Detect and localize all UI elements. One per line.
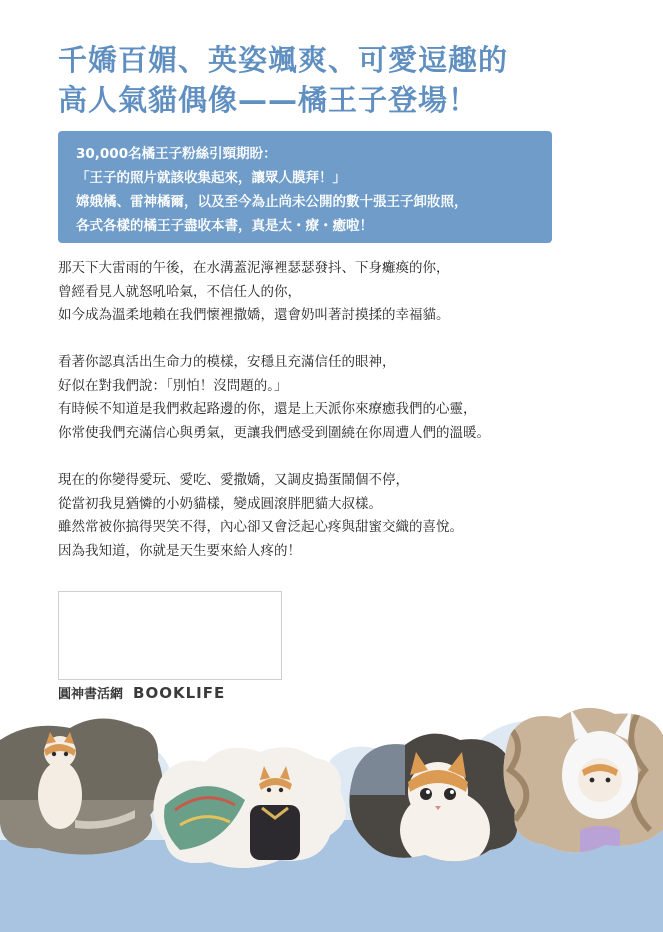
paragraph-3-line-4: 因為我知道，你就是天生要來給人疼的！ xyxy=(58,542,301,559)
paragraph-1-line-2: 曾經看見人就怒吼哈氣，不信任人的你， xyxy=(58,283,301,300)
paragraph-3-line-3: 雖然常被你搞得哭笑不得，內心卻又會泛起心疼與甜蜜交織的喜悅。 xyxy=(58,519,463,536)
paragraph-2-line-3: 有時候不知道是我們救起路邊的你，還是上天派你來療癒我們的心靈， xyxy=(58,401,477,418)
body-text xyxy=(58,257,638,587)
cat-photo-1 xyxy=(0,710,170,860)
headline xyxy=(58,40,618,120)
bottom-cat-photo-strip xyxy=(0,700,663,932)
paragraph-1-line-3: 如今成為溫柔地賴在我們懷裡撒嬌，還會奶叫著討摸揉的幸福貓。 xyxy=(58,307,450,324)
callout-line-3: 嫦娥橘、雷神橘爾，以及至今為止尚未公開的數十張王子卸妝照， xyxy=(76,194,468,210)
headline-line-2: 高人氣貓偶像——橘王子登場！ xyxy=(58,83,479,117)
publisher-name-en: BOOKLIFE xyxy=(133,683,226,702)
paragraph-2-line-4: 你常使我們充滿信心與勇氣，更讓我們感受到圍繞在你周遭人們的溫暖。 xyxy=(58,425,490,442)
paragraph-1 xyxy=(58,257,638,328)
paragraph-3 xyxy=(58,469,638,563)
callout-line-1: 30,000名橘王子粉絲引頸期盼： xyxy=(76,146,277,162)
publisher-name-cn: 圓神書活網 xyxy=(58,687,124,702)
paragraph-3-line-1: 現在的你變得愛玩、愛吃、愛撒嬌，又調皮搗蛋鬧個不停， xyxy=(58,472,409,489)
blank-image-placeholder xyxy=(58,591,282,680)
callout-line-2: 「王子的照片就該收集起來，讓眾人膜拜！」 xyxy=(76,170,346,186)
callout-box xyxy=(58,131,552,243)
paragraph-2 xyxy=(58,351,638,445)
paragraph-3-line-2: 從當初我見猶憐的小奶貓樣，變成圓滾胖肥貓大叔樣。 xyxy=(58,495,382,512)
callout-line-4: 各式各樣的橘王子盡收本書，真是太・療・癒啦！ xyxy=(76,218,373,234)
paragraph-2-line-2: 好似在對我們說：「別怕！沒問題的。」 xyxy=(58,377,288,394)
paragraph-1-line-1: 那天下大雷雨的午後，在水溝蓋泥濘裡瑟瑟發抖、下身癱瘓的你， xyxy=(58,260,450,276)
headline-line-1: 千嬌百媚、英姿颯爽、可愛逗趣的 xyxy=(58,43,509,77)
paragraph-2-line-1: 看著你認真活出生命力的模樣，安穩且充滿信任的眼神， xyxy=(58,354,396,371)
